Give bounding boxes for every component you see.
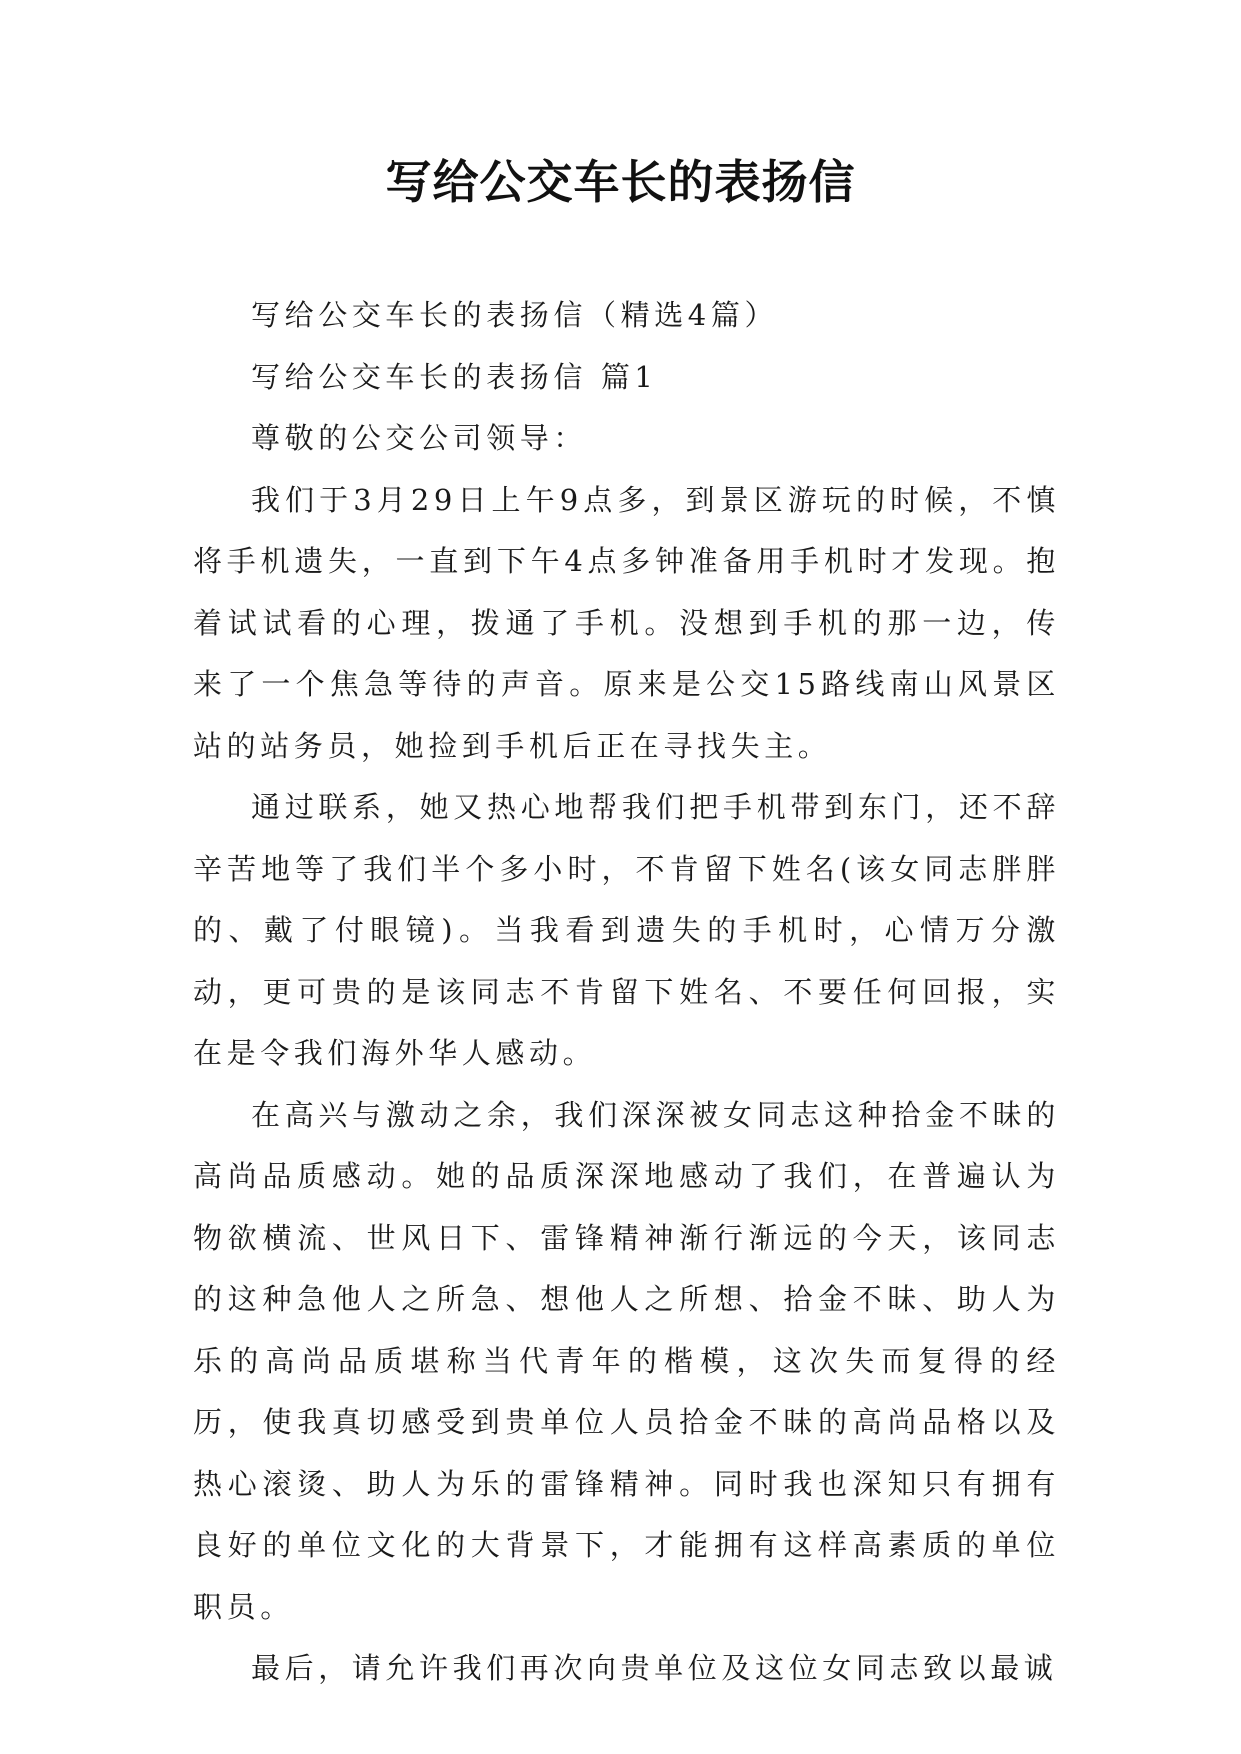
body-paragraph: 通过联系，她又热心地帮我们把手机带到东门，还不辞辛苦地等了我们半个多小时，不肯留下姓名(该女同志胖胖的、戴了付眼镜)。当我看到遗失的手机时，心情万分激动，更可贵的是该同志不肯留下姓名、不要任何回报，实在是令我们海外华人感动。 bbox=[193, 790, 1060, 1070]
subtitle-paragraph: 写给公交车长的表扬信（精选4篇） bbox=[251, 298, 779, 332]
body-paragraph: 在高兴与激动之余，我们深深被女同志这种拾金不昧的高尚品质感动。她的品质深深地感动了我们，在普遍认为物欲横流、世风日下、雷锋精神渐行渐远的今天，该同志的这种急他人之所急、想他人之所想、拾金不昧、助人为乐的高尚品质堪称当代青年的楷模，这次失而复得的经历，使我真切感受到贵单位人员拾金不昧的高尚品格以及热心滚烫、助人为乐的雷锋精神。同时我也深知只有拥有良好的单位文化的大背景下，才能拥有这样高素质的单位职员。 bbox=[193, 1097, 1060, 1624]
section-heading: 写给公交车长的表扬信 篇1 bbox=[251, 359, 658, 394]
body-paragraph: 最后，请允许我们再次向贵单位及这位女同志致以最诚 bbox=[251, 1651, 1058, 1685]
salutation: 尊敬的公交公司领导： bbox=[251, 421, 588, 455]
document-body bbox=[193, 285, 1060, 1700]
document-title: 写给公交车长的表扬信 bbox=[385, 155, 856, 209]
body-paragraph: 我们于3月29日上午9点多，到景区游玩的时候，不慎将手机遗失，一直到下午4点多钟准备用手机时才发现。抱着试试看的心理，拨通了手机。没想到手机的那一边，传来了一个焦急等待的声音。原来是公交15路线南山风景区站的站务员，她捡到手机后正在寻找失主。 bbox=[193, 482, 1060, 763]
